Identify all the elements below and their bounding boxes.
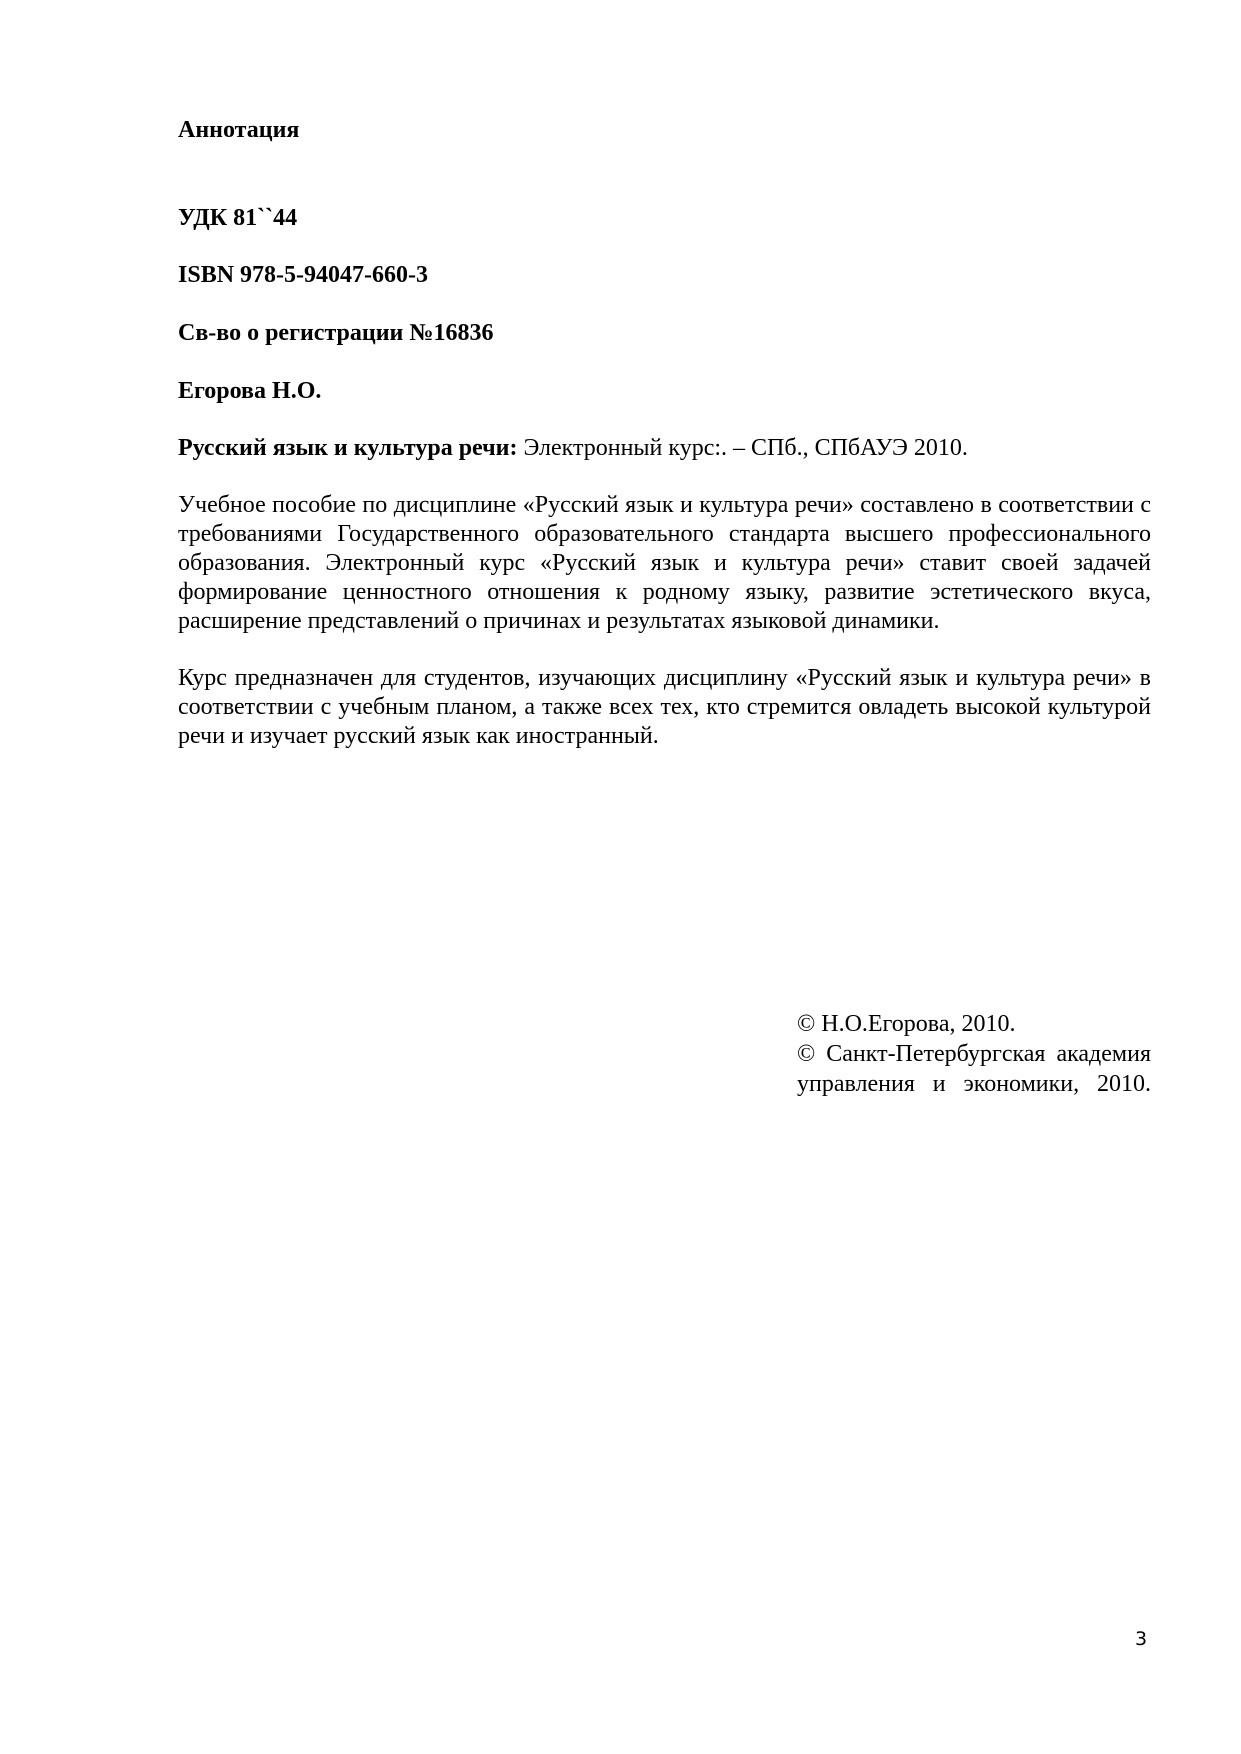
copyright-academy: © Санкт-Петербургская академия управления и экономики, 2010. <box>797 1041 1151 1097</box>
annotation-paragraph-2: Курс предназначен для студентов, изучающих дисциплину «Русский язык и культура речи» в соответствии с учебным планом, а также всех тех, кто стремится овладеть высокой культурой речи и изучает русский язык как иностранный. <box>178 665 1151 749</box>
annotation-paragraph-1: Учебное пособие по дисциплине «Русский язык и культура речи» составлено в соответствии с требованиями Государственного образовательного стандарта высшего профессионального образования. Электронный курс «Русский язык и культура речи» ставит своей задачей формирование ценностного отношения к родному языку, развитие эстетического вкуса, расширение представлений о причинах и результатах языковой динамики. <box>178 492 1151 634</box>
author-name: Егорова Н.О. <box>178 378 322 404</box>
isbn-number: ISBN 978-5-94047-660-3 <box>178 262 428 288</box>
citation-rest: Электронный курс:. – СПб., СПбАУЭ 2010. <box>517 435 968 461</box>
udk-code: УДК 81``44 <box>178 205 298 231</box>
registration-number: Св-во о регистрации №16836 <box>178 320 494 346</box>
copyright-author: © Н.О.Егорова, 2010. <box>797 1011 1016 1037</box>
citation-title: Русский язык и культура речи: <box>178 435 518 461</box>
annotation-heading: Аннотация <box>178 117 300 143</box>
page-content <box>178 116 1151 751</box>
copyright-block <box>797 1009 1151 1099</box>
page-number: 3 <box>1135 1628 1148 1650</box>
citation <box>178 434 1151 463</box>
